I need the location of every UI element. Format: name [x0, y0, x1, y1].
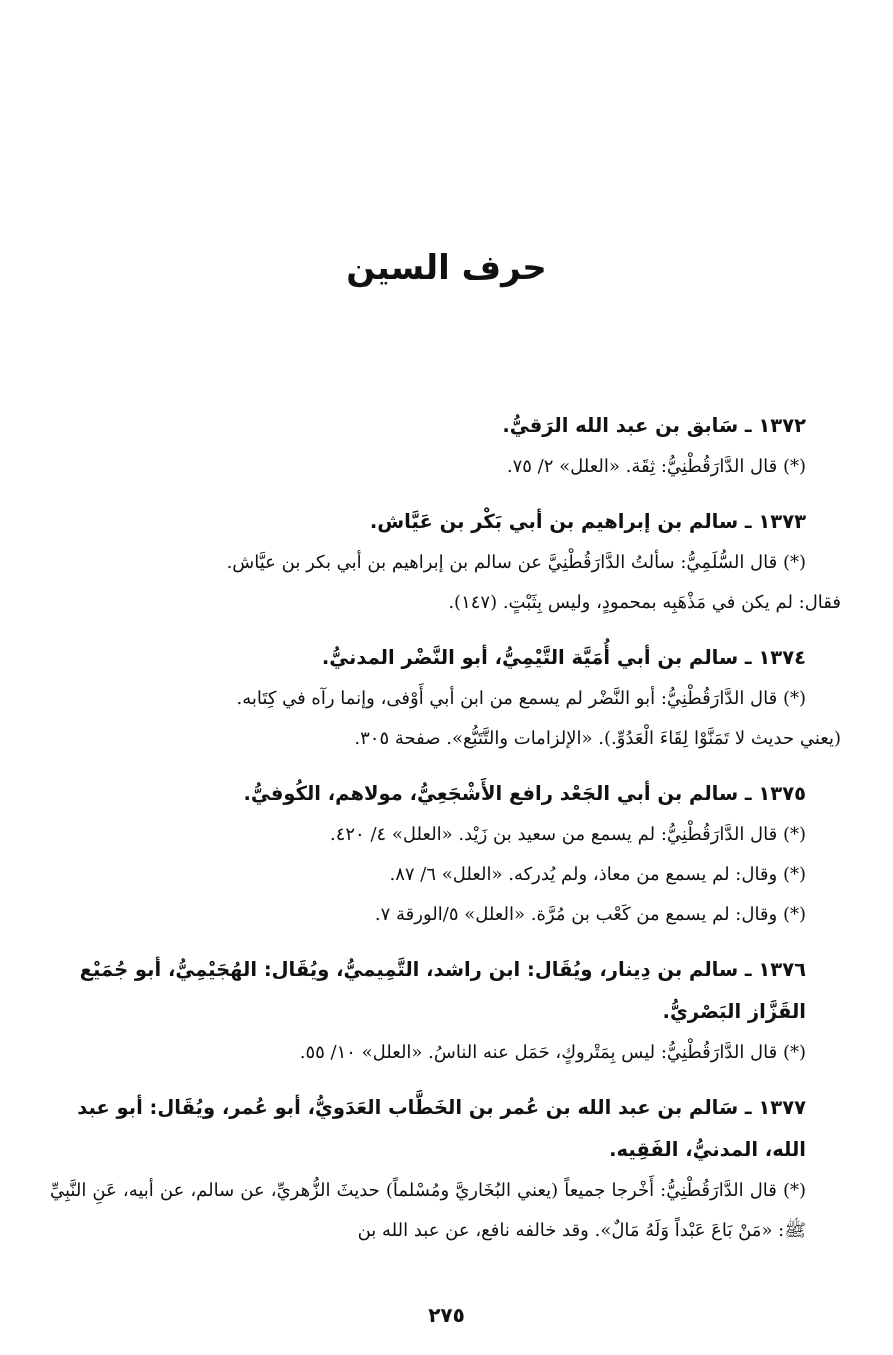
entry-heading: ١٣٧٧ ـ سَالم بن عبد الله بن عُمر بن الخَطَّاب العَدَويُّ، أبو عُمر، ويُقَال: أبو عبد الله، المدنيُّ، الفَقِيه. [77, 1096, 806, 1161]
entry-quote: (*) قال الدَّارَقُطْنِيُّ: لم يسمع من سعيد بن زَيْد. «العلل» ٤/ ٤٢٠. [329, 824, 806, 845]
entry-1374 [50, 637, 841, 759]
entry-quote-continuation: فقال: لم يكن في مَذْهَبِه بمحمودٍ، وليس بِثَبْتٍ. (١٤٧). [448, 592, 841, 613]
entry-quote: (*) قال الدَّارَقُطْنِيُّ: ليس بِمَتْروكٍ، حَمَل عنه الناسُ. «العلل» ١٠/ ٥٥. [299, 1042, 806, 1063]
entry-quote: (*) وقال: لم يسمع من كَعْب بن مُرَّة. «العلل» ٥/الورقة ٧. [374, 904, 806, 925]
entry-quote: (*) قال الدَّارَقُطْنِيُّ: أَخْرجا جميعاً (يعني البُخَاريَّ ومُسْلماً) حديثَ الزُّهريِّ، عن سالم، عن أبيه، عَنِ النَّبِيِّ ﷺ: «مَنْ بَاعَ عَبْداً وَلَهُ مَالٌ». وقد خالفه نافع، عن عبد الله بن [50, 1180, 806, 1241]
entry-heading: ١٣٧٤ ـ سالم بن أبي أُمَيَّة التَّيْمِيُّ، أبو النَّضْر المدنيُّ. [321, 646, 806, 669]
biography-entries [50, 405, 841, 1265]
entry-1376 [50, 949, 841, 1073]
entry-heading: ١٣٧٥ ـ سالم بن أبي الجَعْد رافع الأَشْجَعِيُّ، مولاهم، الكُوفيُّ. [243, 782, 806, 805]
entry-1377 [50, 1087, 841, 1251]
page-number: ٢٧٥ [428, 1303, 465, 1327]
entry-1375 [50, 773, 841, 935]
chapter-title: حرف السين [346, 248, 547, 288]
entry-quote: (*) قال الدَّارَقُطْنِيُّ: أبو النَّضْر لم يسمع من ابن أبي أَوْفى، وإنما رآه في كِتَابه. [236, 688, 806, 709]
entry-quote: (*) قال السُّلَمِيُّ: سألتُ الدَّارَقُطْنِيَّ عن سالم بن إبراهيم بن أبي بكر بن عيَّاش. [226, 552, 806, 573]
entry-heading: ١٣٧٦ ـ سالم بن دِينار، ويُقَال: ابن راشد، التَّمِيميُّ، ويُقَال: الهُجَيْمِيُّ، أبو جُمَيْع القَزَّاز البَصْريُّ. [79, 958, 806, 1023]
entry-heading: ١٣٧٣ ـ سالم بن إبراهيم بن أبي بَكْر بن عَيَّاش. [369, 510, 806, 533]
entry-quote-continuation: (يعني حديث لا تَمَنَّوْا لِقَاءَ الْعَدُوِّ.). «الإلزامات والتَّتَبُّع». صفحة ٣٠٥. [354, 728, 841, 749]
entry-1372 [50, 405, 841, 487]
entry-heading: ١٣٧٢ ـ سَابق بن عبد الله الرَقيُّ. [502, 414, 806, 437]
entry-1373 [50, 501, 841, 623]
entry-quote: (*) وقال: لم يسمع من معاذ، ولم يُدركه. «العلل» ٦/ ٨٧. [389, 864, 806, 885]
entry-quote: (*) قال الدَّارَقُطْنِيُّ: ثِقَة. «العلل» ٢/ ٧٥. [506, 456, 806, 477]
